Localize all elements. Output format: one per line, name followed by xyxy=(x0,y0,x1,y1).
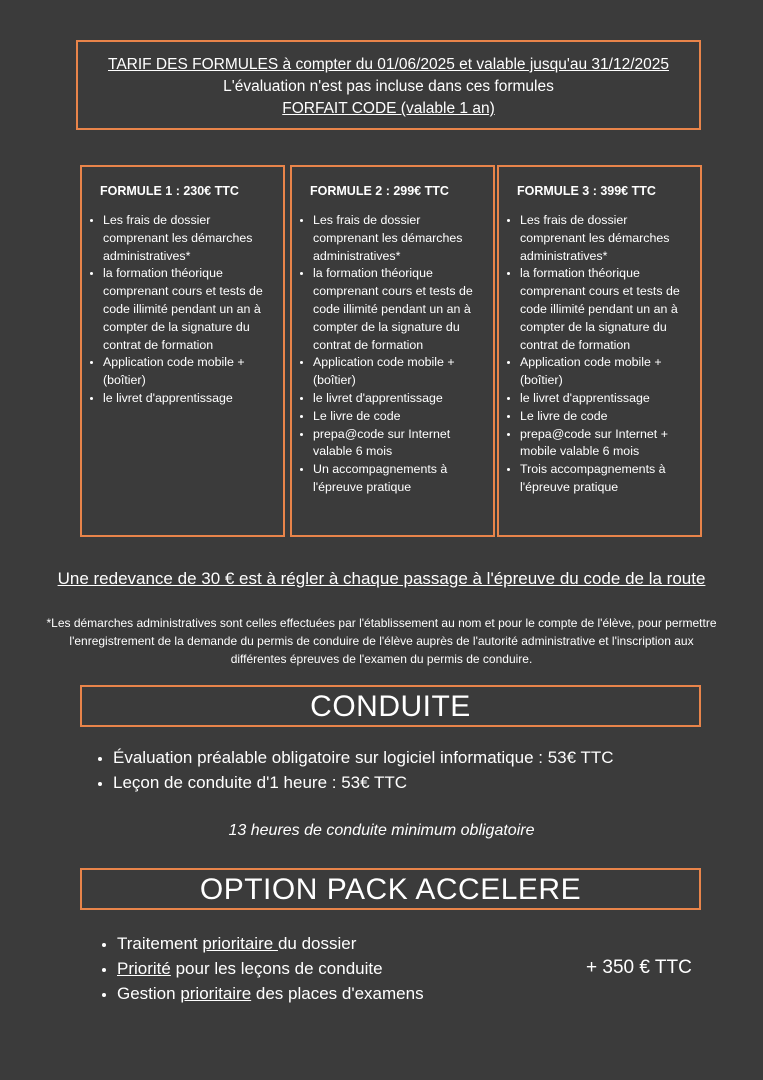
conduite-list xyxy=(96,745,614,795)
administrative-footnote: *Les démarches administratives sont celles effectuées par l'établissement au nom et pour le compte de l'élève, pour permettre l'enregistrement de la demande du permis de conduire de l'élève auprès de l'autorité administrative et l'inscription aux différentes épreuves de l'examen du permis de conduire. xyxy=(46,616,717,666)
list-item: • Priorité pour les leçons de conduite xyxy=(117,956,424,981)
list-item: • Gestion prioritaire des places d'examens xyxy=(117,981,424,1006)
formule-2-list xyxy=(300,212,485,497)
list-item: • Les frais de dossier comprenant les démarches administratives* xyxy=(313,212,485,265)
list-item: • le livret d'apprentissage xyxy=(313,390,485,408)
list-item: • Un accompagnements à l'épreuve pratique xyxy=(313,461,485,497)
list-item: • prepa@code sur Internet valable 6 mois xyxy=(313,426,485,462)
pack-price: + 350 € TTC xyxy=(586,957,692,978)
formule-1-list xyxy=(90,212,275,408)
formule-3-card xyxy=(497,165,702,537)
list-item: • Application code mobile + (boîtier) xyxy=(313,354,485,390)
list-item: • le livret d'apprentissage xyxy=(520,390,692,408)
list-item: • Leçon de conduite d'1 heure : 53€ TTC xyxy=(113,770,614,795)
list-item: • la formation théorique comprenant cours et tests de code illimité pendant un an à compter de la signature du contrat de formation xyxy=(103,265,275,354)
formule-1-title: FORMULE 1 : 230€ TTC xyxy=(100,184,239,198)
list-item: • Le livre de code xyxy=(520,408,692,426)
list-item: • la formation théorique comprenant cours et tests de code illimité pendant un an à compter de la signature du contrat de formation xyxy=(520,265,692,354)
conduite-section-title xyxy=(80,685,701,727)
list-item: • la formation théorique comprenant cours et tests de code illimité pendant un an à compter de la signature du contrat de formation xyxy=(313,265,485,354)
conduite-title: CONDUITE xyxy=(310,690,471,723)
list-item: • Traitement prioritaire du dossier xyxy=(117,931,424,956)
pack-list xyxy=(100,931,424,1006)
list-item: • Application code mobile + (boîtier) xyxy=(520,354,692,390)
list-item: • Les frais de dossier comprenant les démarches administratives* xyxy=(520,212,692,265)
list-item: • le livret d'apprentissage xyxy=(103,390,275,408)
formule-3-list xyxy=(507,212,692,497)
formule-3-title: FORMULE 3 : 399€ TTC xyxy=(517,184,656,198)
formule-2-card xyxy=(290,165,495,537)
list-item: • Application code mobile + (boîtier) xyxy=(103,354,275,390)
list-item: • Les frais de dossier comprenant les démarches administratives* xyxy=(103,212,275,265)
pack-title: OPTION PACK ACCELERE xyxy=(199,873,582,906)
tarif-title: TARIF DES FORMULES à compter du 01/06/2025 et valable jusqu'au 31/12/2025 xyxy=(108,56,669,73)
list-item: • prepa@code sur Internet + mobile valable 6 mois xyxy=(520,426,692,462)
forfait-code-title: FORFAIT CODE (valable 1 an) xyxy=(282,100,495,117)
formule-1-card xyxy=(80,165,285,537)
list-item: • Le livre de code xyxy=(313,408,485,426)
minimum-hours-note: 13 heures de conduite minimum obligatoire xyxy=(228,822,535,839)
evaluation-note: L'évaluation n'est pas incluse dans ces formules xyxy=(223,78,554,95)
formule-2-title: FORMULE 2 : 299€ TTC xyxy=(310,184,449,198)
list-item: • Évaluation préalable obligatoire sur logiciel informatique : 53€ TTC xyxy=(113,745,614,770)
pack-section-title xyxy=(80,868,701,910)
tarif-header xyxy=(76,40,701,130)
redevance-notice: Une redevance de 30 € est à régler à chaque passage à l'épreuve du code de la route xyxy=(57,569,706,588)
list-item: • Trois accompagnements à l'épreuve pratique xyxy=(520,461,692,497)
